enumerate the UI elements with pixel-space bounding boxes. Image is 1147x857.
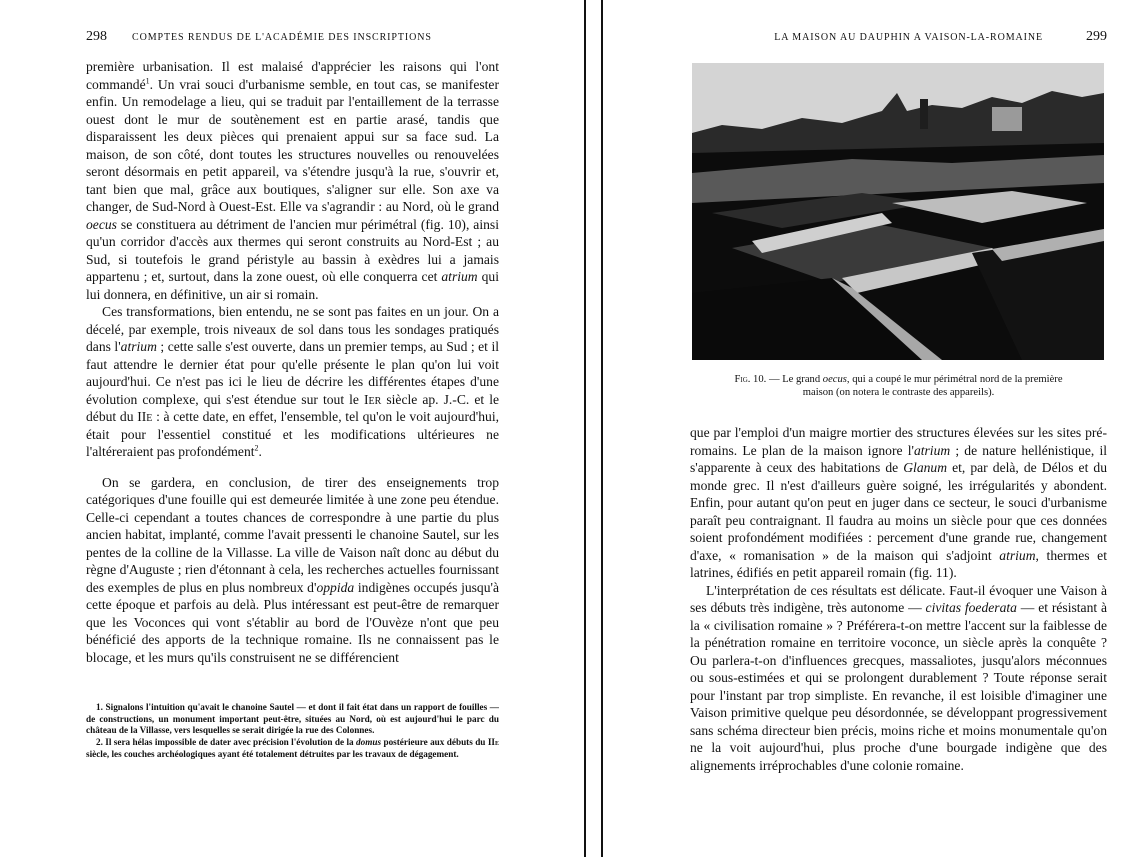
running-title-left: COMPTES RENDUS DE L'ACADÉMIE DES INSCRIPTIONS <box>132 32 432 43</box>
footnote-2: 2. Il sera hélas impossible de dater avec précision l'évolution de la domus postérieure aux débuts du IIe siècle, les couches archéologiques ayant été totalement détruites par les travaux de dégagement. <box>86 737 499 759</box>
footnote-ref-1: 1 <box>145 75 150 85</box>
running-head-left <box>86 29 499 49</box>
left-paragraph-1: première urbanisation. Il est malaisé d'apprécier les raisons qui l'ont commandé$^1$. Un vrai souci d'urbanisme semble, en tout cas, se manifester enfin. Un remodelage a lieu, qui se traduit par l'entaillement de la terrasse ouest dont le mur de soutènement est en partie arasé, tandis que disparaissent les deux pièces qui prenaient appui sur sa face sud. La maison, de son côté, dont toutes les structures nouvelles ou renouvelées seront désormais en petit appareil, va s'étendre jusqu'à la rue, s'ouvrir et, tant bien que mal, grâce aux boutiques, s'aligner sur elle. Son axe va changer, de Sud-Nord à Ouest-Est. Elle va s'agrandir : au Nord, où le grand oecus se constituera au détriment de l'ancien mur périmétral (fig. 10), ainsi qu'un corridor d'accès aux thermes qui seront construits au Nord-Est ; au Sud, si toutefois le grand péristyle au bassin à exèdres lui a jamais appartenu ; et, surtout, dans la zone ouest, où elle conquerra cet atrium qui lui donnera, en définitive, un air si romain. <box>86 59 499 302</box>
photo-tower <box>920 99 928 129</box>
right-paragraph-1: que par l'emploi d'un maigre mortier des structures élevées sur les sites pré-romains. Le plan de la maison ignore l'atrium ; de nature hellénistique, il s'apparente à ceux des habitations de Glanum et, par delà, de Délos et du monde grec. Il n'est d'ailleurs guère soigné, les irrégularités y abondent. Enfin, pour autant qu'on peut en juger dans ce secteur, le souci d'urbanisme paraît peu contraignant. Il faudra au moins un siècle pour que ces données soient profondément modifiées : percement d'une grande rue, changement d'axe, « romanisation » de la maison qui s'adjoint atrium, thermes et latrines, édifiés en petit appareil romain (fig. 11). <box>690 425 1107 580</box>
photo-building <box>992 107 1022 131</box>
running-head-right <box>690 29 1107 49</box>
left-body-text <box>86 58 499 666</box>
running-title-right: LA MAISON AU DAUPHIN A VAISON-LA-ROMAINE <box>774 32 1043 43</box>
left-paragraph-2: Ces transformations, bien entendu, ne se sont pas faites en un jour. On a décelé, par exemple, trois niveaux de sol dans tous les sondages pratiqués dans l'atrium ; cette salle s'est ouverte, dans un premier temps, au Sud ; et il faut attendre le dernier état pour qu'elle présente le plan qu'on lui voit aujourd'hui. Ce n'est pas ici le lieu de décrire les différentes étapes d'une évolution complexe, qui s'est étendue sur tout le Ier siècle ap. J.-C. et le début du IIe : à cette date, en effet, l'ensemble, tel qu'on le voit aujourd'hui, était pour l'essentiel constitué et les modifications ultérieures ne l'altéreraient pas profondément$^2$. <box>86 304 500 459</box>
left-footnotes <box>86 702 499 761</box>
footnote-ref-2: 2 <box>254 443 259 453</box>
page-number-left: 298 <box>86 29 107 44</box>
ruins-photo-drawing <box>692 63 1104 360</box>
gutter-line-left <box>584 0 586 857</box>
page-number-right: 299 <box>1086 29 1107 44</box>
right-paragraph-2: L'interprétation de ces résultats est délicate. Faut-il évoquer une Vaison à ses débuts très indigène, très autonome — civitas foederata — et résistant à la « civilisation romaine » ? Préférera-t-on mettre l'accent sur la faiblesse de la pénétration romaine en territoire voconce, un siècle après la conquête ? Ou parlera-t-on d'influences grecques, massaliotes, jusqu'alors méconnues ou sous-estimées et qui se prolongent durablement ? Toute réponse serait pour l'instant par trop simpliste. En revanche, il est loisible d'imaginer une Vaison primitive quelque peu désordonnée, se développant progressivement sans schéma directeur bien précis, moins riche et moins monumentale qu'on ne la voit aujourd'hui, plus proche d'une bourgade indigène que des alignements irréprochables d'une colonie romaine. <box>690 582 1108 773</box>
archaeological-ruins-photo <box>692 63 1104 360</box>
footnote-1: 1. Signalons l'intuition qu'avait le chanoine Sautel — et dont il fait état dans un rapport de fouilles — de constructions, un monument important peut-être, situées au Nord, où est aujourd'hui le parc du château de la Villasse, vers lesquelles se serait dirigée la rue des Colonnes. <box>86 702 499 736</box>
figure-caption: Fig. 10. — Le grand oecus, qui a coupé le mur périmétral nord de la première maison (on notera le contraste des appareils). <box>734 374 1063 398</box>
gutter-line-right <box>601 0 603 857</box>
right-body-text <box>690 424 1107 774</box>
left-paragraph-3: On se gardera, en conclusion, de tirer des enseignements trop catégoriques d'une fouille qui est demeurée limitée à une zone peu étendue. Celle-ci cependant a toutes chances de correspondre à une partie du plus ancien habitat, implanté, comme l'avait pressenti le chanoine Sautel, sur les pentes de la colline de la Villasse. La ville de Vaison naît donc au début du règne d'Auguste ; rien d'étonnant à cela, les recherches actuelles fournissant des exemples de plus en plus nombreux d'oppida indigènes occupés jusqu'à cette époque et parfois au delà. Plus intéressant est peut-être de remarquer que les Voconces qui vont s'établir au bord de l'Ouvèze n'ont que peu bénéficié des apports de la technique romaine. Ils ne connaissent pas le blocage, et les murs qu'ils construisent ne se différencient <box>86 474 500 665</box>
